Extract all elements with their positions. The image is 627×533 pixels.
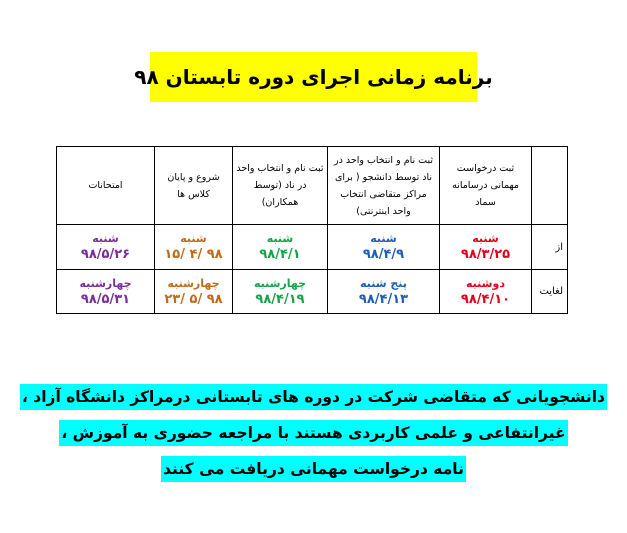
header-cell: ثبت نام و انتخاب واحد در ناد توسط دانشجو ( برای مراکز متقاضی انتخاب واحد اینترنتی) [328, 147, 440, 225]
day-name: شنبه [370, 232, 397, 245]
row-label: لغایت [532, 270, 568, 314]
title-highlight [134, 52, 493, 102]
date-value: ۹۸/۴/۹ [362, 247, 405, 262]
header-cell: ثبت نام و انتخاب واحد در ناد (توسط همکاران) [233, 147, 328, 225]
table-header-row [57, 147, 568, 225]
date-value: ۹۸ /۴ /۱۵ [164, 247, 223, 262]
corner-cell [532, 147, 568, 225]
notice-text: دانشجویانی که متقاضی شرکت در دوره های تابستانی درمراکز دانشگاه آزاد ، [20, 384, 607, 410]
date-value: ۹۸/۵/۳۱ [80, 291, 131, 307]
header-cell: ثبت درخواست مهمانی درسامانه سماد [440, 147, 532, 225]
notice-text: نامه درخواست مهمانی دریافت می کنند [161, 456, 466, 482]
day-name: دوشنبه [466, 276, 505, 290]
day-name: شنبه [180, 232, 207, 245]
date-value: ۹۸ /۵ /۲۳ [164, 291, 223, 307]
day-name: شنبه [472, 232, 499, 245]
notice-line [0, 382, 627, 412]
date-value: ۹۸/۳/۲۵ [460, 247, 511, 262]
notice-line [0, 418, 627, 448]
table-row [57, 270, 568, 314]
header-cell: امتحانات [57, 147, 155, 225]
day-name: شنبه [266, 232, 294, 245]
date-cell [155, 225, 233, 270]
date-value: ۹۸/۴/۱ [259, 247, 301, 262]
row-label: از [532, 225, 568, 270]
date-cell [440, 225, 532, 270]
date-value: ۹۸/۴/۱۹ [255, 291, 305, 307]
date-cell [233, 270, 328, 314]
date-cell [233, 225, 328, 270]
date-cell [57, 225, 155, 270]
day-name: پنج شنبه [360, 276, 407, 290]
day-name: چهارشنبه [79, 276, 132, 290]
day-name: شنبه [92, 232, 119, 245]
page-title: برنامه زمانی اجرای دوره تابستان ۹۸ [134, 65, 493, 89]
day-name: چهارشنبه [167, 276, 220, 290]
date-value: ۹۸/۴/۱۳ [358, 291, 409, 307]
notice-text: غیرانتفاعی و علمی کاربردی هستند با مراجعه حضوری به آموزش ، [59, 420, 567, 446]
date-cell [328, 270, 440, 314]
date-cell [57, 270, 155, 314]
date-cell [440, 270, 532, 314]
date-value: ۹۸/۴/۱۰ [460, 291, 511, 307]
notice-block [0, 382, 627, 484]
schedule-table [56, 146, 568, 314]
header-cell: شروع و پایان کلاس ها [155, 147, 233, 225]
notice-line [0, 454, 627, 484]
table-row [57, 225, 568, 270]
date-cell [328, 225, 440, 270]
date-cell [155, 270, 233, 314]
day-name: چهارشنبه [253, 276, 307, 290]
date-value: ۹۸/۵/۲۶ [80, 247, 131, 262]
